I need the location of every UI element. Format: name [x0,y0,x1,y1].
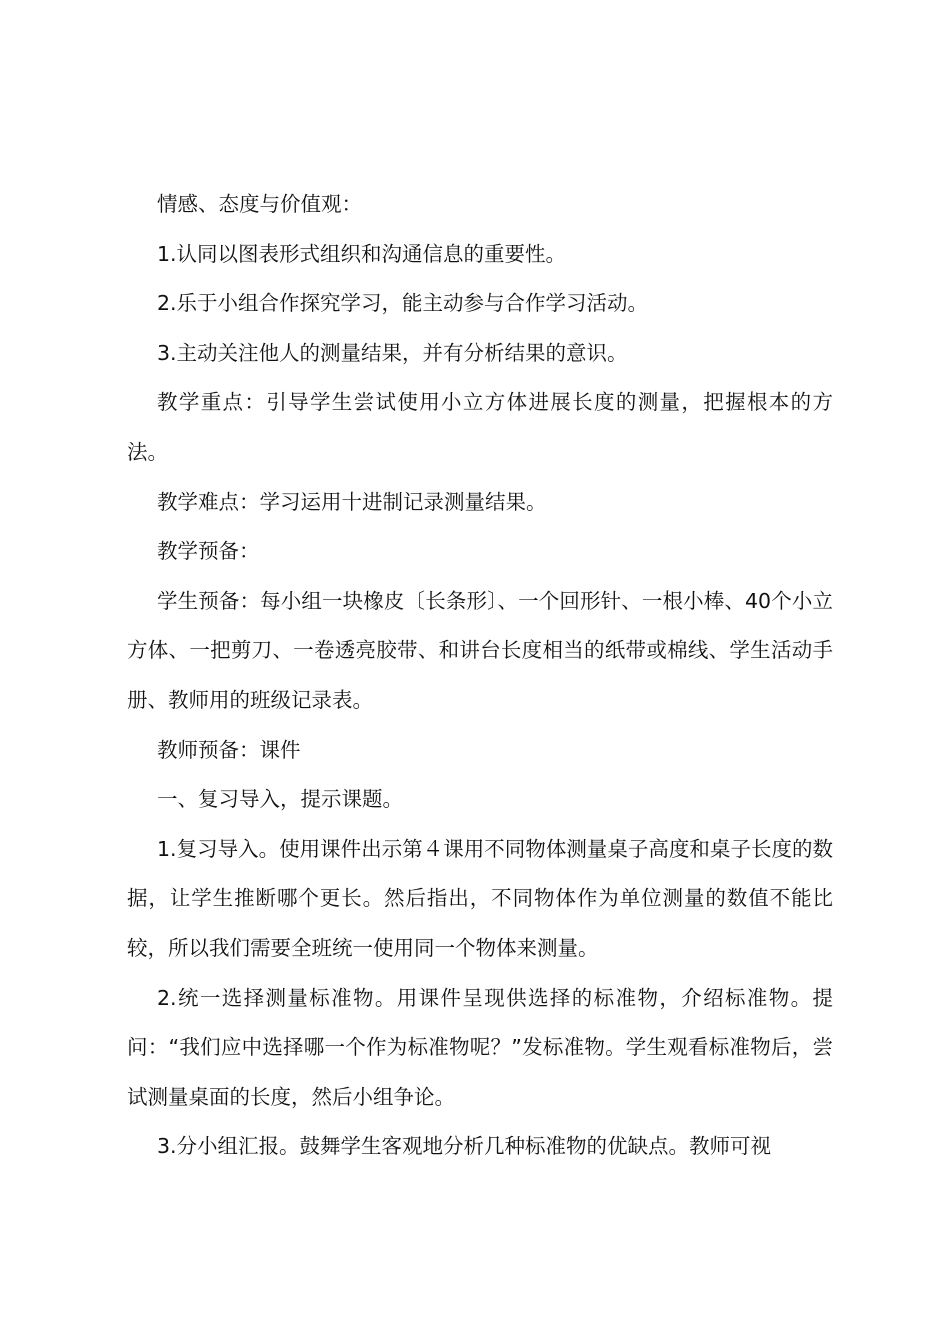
step-3-group-report: 3.分小组汇报。鼓舞学生客观地分析几种标准物的优缺点。教师可视 [157,1134,772,1159]
document-body [127,180,833,1172]
goal-item-1: 1.认同以图表形式组织和沟通信息的重要性。 [157,241,567,266]
step-1-review: 1.复习导入。使用课件出示第４课用不同物体测量桌子高度和桌子长度的数据，让学生推断哪个更长。然后指出，不同物体作为单位测量的数值不能比较，所以我们需要全班统一使用同一个物体来测量。 [127,836,833,960]
section-heading-review: 一、复习导入，提示课题。 [157,787,403,812]
teaching-preparation-heading: 教学预备： [157,539,260,564]
step-2-select-standard: 2.统一选择测量标准物。用课件呈现供选择的标准物，介绍标准物。提问：“我们应中选择哪一个作为标准物呢？”发标准物。学生观看标准物后，尝试测量桌面的长度，然后小组争论。 [127,985,833,1109]
student-preparation: 学生预备：每小组一块橡皮〔长条形〕、一个回形针、一根小棒、40个小立方体、一把剪刀、一卷透亮胶带、和讲台长度相当的纸带或棉线、学生活动手册、教师用的班级记录表。 [127,588,833,712]
teaching-difficulty: 教学难点：学习运用十进制记录测量结果。 [157,489,547,514]
goal-item-2: 2.乐于小组合作探究学习，能主动参与合作学习活动。 [157,291,649,316]
teaching-key-point: 教学重点：引导学生尝试使用小立方体进展长度的测量，把握根本的方法。 [127,390,833,464]
section-heading-affective-goals: 情感、态度与价值观： [157,192,362,216]
goal-item-3: 3.主动关注他人的测量结果，并有分析结果的意识。 [157,340,628,365]
teacher-preparation: 教师预备：课件 [157,737,301,762]
